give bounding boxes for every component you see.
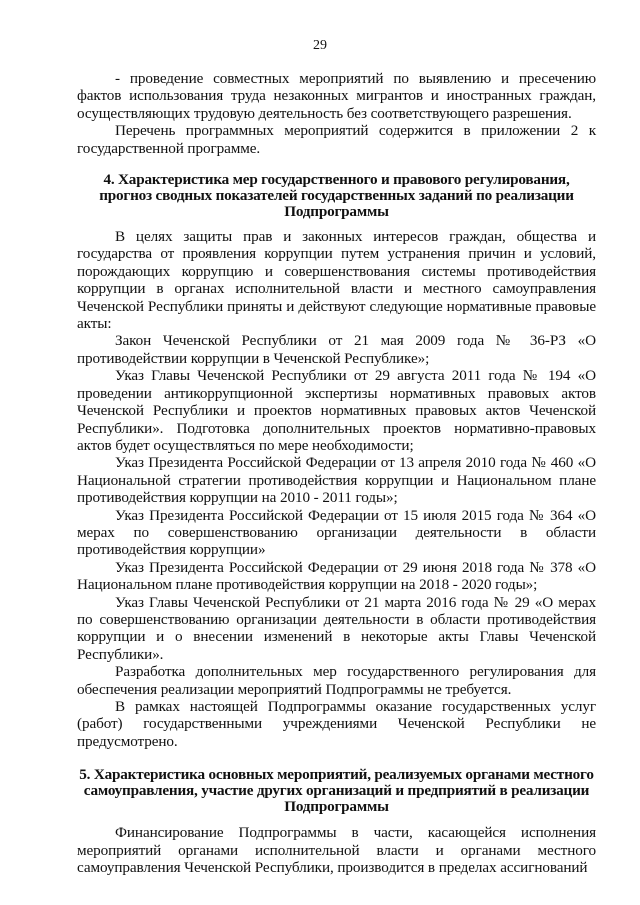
section-4-heading: 4. Характеристика мер государственного и правового регулирования, прогноз сводных показателей государственных заданий по реализации Подпрограммы — [99, 171, 574, 221]
paragraph: Указ Президента Российской Федерации от 29 июня 2018 года № 378 «О Национальном плане противодействия коррупции на 2018 - 2020 годы»; — [77, 558, 596, 594]
paragraph: Указ Президента Российской Федерации от 13 апреля 2010 года № 460 «О Национальной стратегии противодействия коррупции и Национальном плане противодействия коррупции на 2010 - 2011 годы»; — [77, 454, 596, 507]
paragraph: Указ Главы Чеченской Республики от 21 марта 2016 года № 29 «О мерах по совершенствованию организации деятельности в области противодействия коррупции и о внесении изменений в некоторые акты Главы Чеченской Республики». — [77, 593, 596, 663]
paragraph: В целях защиты прав и законных интересов граждан, общества и государства от проявления коррупции путем устранения причин и условий, порождающих коррупцию и совершенствования системы противодействия коррупции в органах исполнительной власти и местного самоуправления Чеченской Республики приняты и действуют следующие нормативные правовые акты: — [77, 228, 596, 333]
page-content — [77, 70, 596, 876]
paragraph: В рамках настоящей Подпрограммы оказание государственных услуг (работ) государственными учреждениями Чеченской Республики не предусмотрено. — [77, 698, 596, 750]
paragraph: Указ Главы Чеченской Республики от 29 августа 2011 года № 194 «О проведении антикоррупционной экспертизы нормативных правовых актов Чеченской Республики и проектов нормативных правовых актов Чеченской Республики». Подготовка дополнительных проектов нормативно-правовых актов будет осуществляться по мере необходимости; — [77, 367, 596, 454]
page-number: 29 — [313, 38, 327, 53]
paragraph: Разработка дополнительных мер государственного регулирования для обеспечения реализации мероприятий Подпрограммы не требуется. — [77, 663, 596, 698]
section-5-heading: 5. Характеристика основных мероприятий, реализуемых органами местного самоуправления, участие других организаций и предприятий в реализации Подпрограммы — [79, 766, 594, 816]
paragraph: Финансирование Подпрограммы в части, касающейся исполнения мероприятий органами исполнительной власти и органами местного самоуправления Чеченской Республики, производится в пределах ассигнований — [77, 824, 596, 877]
paragraph: Указ Президента Российской Федерации от 15 июля 2015 года № 364 «О мерах по совершенствованию организации деятельности в области противодействия коррупции» — [77, 506, 596, 559]
paragraph: - проведение совместных мероприятий по выявлению и пресечению фактов использования труда незаконных мигрантов и иностранных граждан, осуществляющих трудовую деятельность без соответствующего разрешения. — [77, 70, 596, 122]
paragraph: Перечень программных мероприятий содержится в приложении 2 к государственной программе. — [77, 122, 596, 157]
paragraph: Закон Чеченской Республики от 21 мая 2009 года № 36-РЗ «О противодействии коррупции в Чеченской Республике»; — [77, 332, 596, 367]
